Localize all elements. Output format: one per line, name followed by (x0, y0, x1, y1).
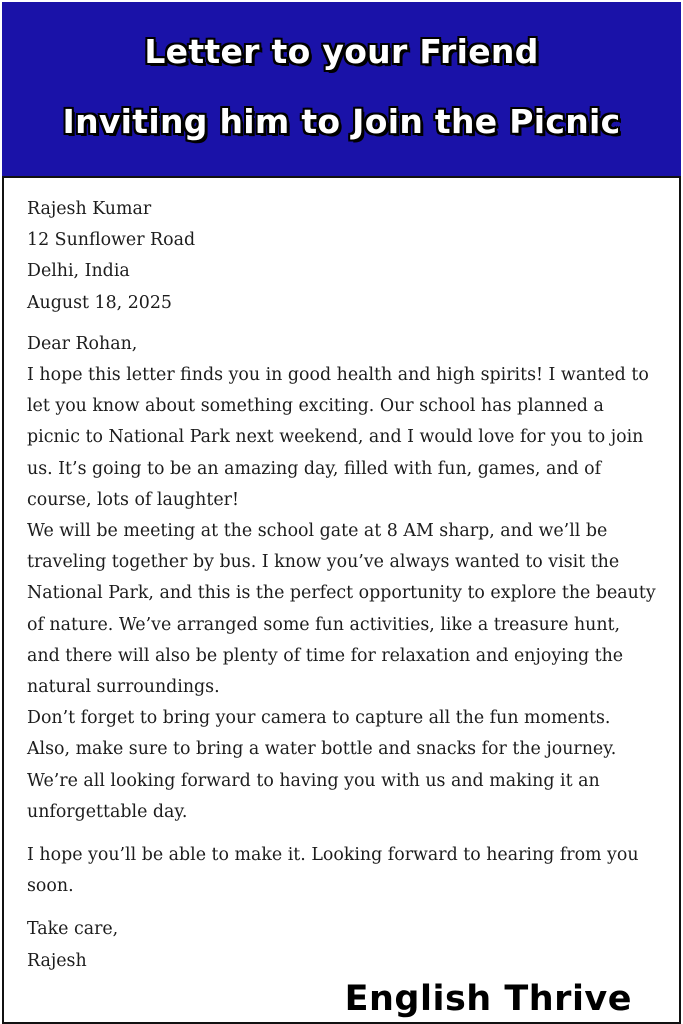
letter-body (27, 194, 657, 977)
letter-date: August 18, 2025 (27, 292, 172, 313)
closing: Take care, (27, 919, 119, 940)
paragraph-4: I hope you’ll be able to make it. Looking forward to hearing from you soon. (27, 845, 639, 897)
title-line-2: Inviting him to Join the Picnic (62, 102, 621, 141)
sender-city: Delhi, India (27, 261, 130, 282)
paragraph-2: We will be meeting at the school gate at 8 AM sharp, and we’ll be traveling together by bus. I know you’ve always wanted to visit the National Park, and this is the perfect opportunity to explore the beauty of nature. We’ve arranged some fun activities, like a treasure hunt, and there will also be plenty of time for relaxation and enjoying the natural surroundings. (27, 521, 656, 698)
salutation: Dear Rohan, (27, 333, 138, 354)
paragraph-3: Don’t forget to bring your camera to capture all the fun moments. Also, make sure to bring a water bottle and snacks for the journey. We’re all looking forward to having you with us and making it an unforgettable day. (27, 708, 617, 822)
sender-street: 12 Sunflower Road (27, 230, 196, 251)
paragraph-1: I hope this letter finds you in good health and high spirits! I wanted to let you know about something exciting. Our school has planned a picnic to National Park next weekend, and I would love for you to join us. It’s going to be an amazing day, filled with fun, games, and of course, lots of laughter! (27, 365, 649, 510)
title-line-1: Letter to your Friend (144, 32, 539, 71)
brand-watermark: English Thrive (344, 979, 632, 1019)
sender-name: Rajesh Kumar (27, 199, 152, 219)
signature: Rajesh (27, 950, 87, 971)
title-banner (2, 2, 681, 178)
